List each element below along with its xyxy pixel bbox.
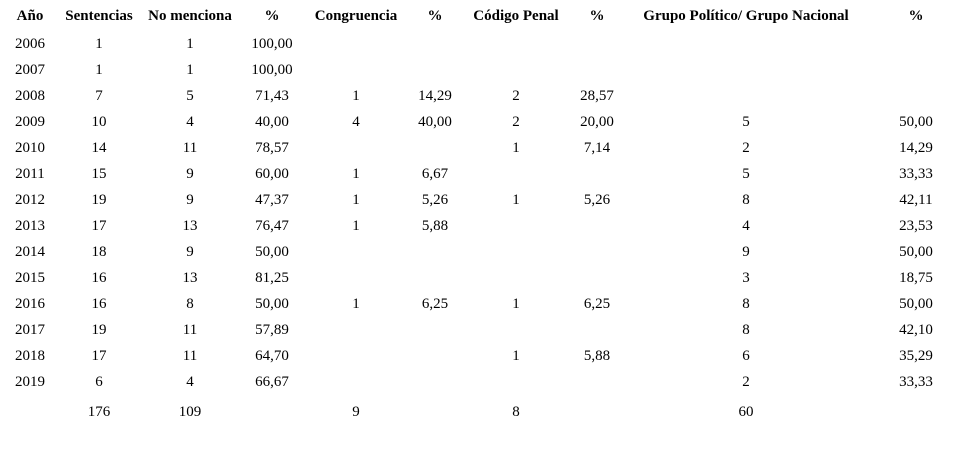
table-row [4, 31, 966, 57]
cell-codigo-penal: 1 [512, 139, 520, 156]
cell-codigo-penal: 1 [512, 295, 520, 312]
cell-grupo [626, 83, 866, 109]
cell-percent-no-menciona: 60,00 [255, 165, 289, 182]
table-body [4, 31, 966, 425]
cell-anio: 2018 [15, 347, 45, 364]
cell-percent-grupo [866, 57, 966, 83]
cell-congruencia [306, 343, 406, 369]
column-header-grupo-politico-nacional: Grupo Político/ Grupo Nacional [643, 8, 849, 24]
cell-percent-congruencia [406, 31, 464, 57]
cell-anio: 2016 [15, 295, 45, 312]
cell-percent-codigo-penal: 5,26 [583, 191, 611, 208]
cell-sentencias: 7 [95, 87, 103, 104]
cell-no-menciona: 9 [186, 191, 194, 208]
cell-no-menciona: 9 [186, 243, 194, 260]
cell-grupo: 8 [742, 321, 750, 338]
cell-congruencia: 4 [352, 113, 360, 130]
cell-percent-grupo: 50,00 [899, 243, 933, 260]
cell-totals-congruencia: 9 [352, 403, 360, 420]
table-totals-row [4, 395, 966, 425]
cell-no-menciona: 5 [186, 87, 194, 104]
cell-sentencias: 18 [91, 243, 107, 260]
cell-percent-no-menciona: 78,57 [255, 139, 289, 156]
cell-anio: 2007 [15, 61, 45, 78]
table-header [4, 6, 966, 31]
table-row [4, 317, 966, 343]
cell-sentencias: 17 [91, 217, 107, 234]
cell-sentencias: 1 [95, 35, 103, 52]
cell-percent-no-menciona: 50,00 [255, 243, 289, 260]
cell-percent-congruencia [406, 317, 464, 343]
table-row [4, 239, 966, 265]
cell-percent-grupo: 42,11 [899, 191, 933, 208]
table-row [4, 213, 966, 239]
statistics-table [4, 6, 966, 425]
table-row [4, 343, 966, 369]
cell-anio: 2008 [15, 87, 45, 104]
column-header-percent-codigo-penal: % [589, 8, 605, 24]
cell-grupo: 9 [742, 243, 750, 260]
cell-totals-sentencias: 176 [87, 403, 111, 420]
document-page [0, 6, 933, 465]
cell-percent-congruencia: 5,26 [421, 191, 449, 208]
cell-percent-grupo: 18,75 [899, 269, 933, 286]
cell-grupo: 8 [742, 295, 750, 312]
cell-sentencias: 16 [91, 269, 107, 286]
cell-codigo-penal [464, 57, 568, 83]
cell-anio: 2019 [15, 373, 45, 390]
cell-codigo-penal [464, 213, 568, 239]
cell-percent-congruencia [406, 265, 464, 291]
cell-percent-codigo-penal [568, 317, 626, 343]
cell-congruencia: 1 [352, 217, 360, 234]
cell-congruencia [306, 135, 406, 161]
cell-no-menciona: 11 [182, 139, 198, 156]
cell-percent-codigo-penal [568, 369, 626, 395]
cell-percent-codigo-penal: 7,14 [583, 139, 611, 156]
cell-sentencias: 19 [91, 191, 107, 208]
cell-anio: 2015 [15, 269, 45, 286]
cell-codigo-penal: 2 [512, 113, 520, 130]
cell-percent-no-menciona: 57,89 [255, 321, 289, 338]
cell-percent-codigo-penal: 6,25 [583, 295, 611, 312]
column-header-codigo-penal: Código Penal [473, 8, 559, 24]
cell-sentencias: 1 [95, 61, 103, 78]
cell-codigo-penal: 2 [512, 87, 520, 104]
cell-grupo: 5 [742, 113, 750, 130]
table-row [4, 135, 966, 161]
cell-codigo-penal [464, 31, 568, 57]
cell-no-menciona: 1 [186, 61, 194, 78]
cell-sentencias: 6 [95, 373, 103, 390]
cell-grupo [626, 57, 866, 83]
cell-percent-grupo [866, 31, 966, 57]
cell-congruencia: 1 [352, 165, 360, 182]
cell-percent-grupo: 23,53 [899, 217, 933, 234]
cell-anio: 2012 [15, 191, 45, 208]
cell-percent-codigo-penal [568, 161, 626, 187]
cell-codigo-penal: 1 [512, 347, 520, 364]
cell-codigo-penal: 1 [512, 191, 520, 208]
cell-congruencia: 1 [352, 295, 360, 312]
cell-no-menciona: 9 [186, 165, 194, 182]
cell-totals-percent-no-menciona [238, 395, 306, 425]
cell-percent-codigo-penal: 5,88 [583, 347, 611, 364]
table-row [4, 265, 966, 291]
cell-percent-grupo: 14,29 [899, 139, 933, 156]
table-header-row [4, 6, 966, 31]
cell-sentencias: 10 [91, 113, 107, 130]
cell-percent-grupo [866, 83, 966, 109]
cell-percent-grupo: 42,10 [899, 321, 933, 338]
cell-totals-codigo-penal: 8 [512, 403, 520, 420]
cell-percent-grupo: 33,33 [899, 165, 933, 182]
column-header-congruencia: Congruencia [314, 8, 398, 24]
cell-sentencias: 14 [91, 139, 107, 156]
cell-percent-codigo-penal [568, 57, 626, 83]
cell-percent-no-menciona: 76,47 [255, 217, 289, 234]
cell-percent-no-menciona: 47,37 [255, 191, 289, 208]
table-row [4, 109, 966, 135]
cell-grupo: 2 [742, 373, 750, 390]
cell-percent-grupo: 35,29 [899, 347, 933, 364]
cell-no-menciona: 1 [186, 35, 194, 52]
cell-sentencias: 15 [91, 165, 107, 182]
cell-totals-no-menciona: 109 [178, 403, 202, 420]
cell-percent-congruencia: 40,00 [418, 113, 452, 130]
cell-anio: 2017 [15, 321, 45, 338]
cell-totals-grupo: 60 [738, 403, 754, 420]
cell-percent-congruencia [406, 57, 464, 83]
cell-no-menciona: 11 [182, 347, 198, 364]
cell-percent-congruencia [406, 135, 464, 161]
cell-anio: 2006 [15, 35, 45, 52]
cell-percent-codigo-penal: 28,57 [580, 87, 614, 104]
column-header-no-menciona: No menciona [148, 8, 232, 24]
cell-grupo: 6 [742, 347, 750, 364]
cell-percent-no-menciona: 50,00 [255, 295, 289, 312]
cell-congruencia [306, 239, 406, 265]
cell-percent-no-menciona: 40,00 [255, 113, 289, 130]
cell-percent-congruencia [406, 343, 464, 369]
cell-congruencia [306, 265, 406, 291]
table-row [4, 161, 966, 187]
cell-codigo-penal [464, 317, 568, 343]
cell-anio: 2009 [15, 113, 45, 130]
column-header-percent-no-menciona: % [264, 8, 280, 24]
cell-congruencia: 1 [352, 191, 360, 208]
column-header-anio: Año [16, 8, 44, 24]
column-header-percent-congruencia: % [427, 8, 443, 24]
cell-percent-congruencia [406, 239, 464, 265]
cell-sentencias: 19 [91, 321, 107, 338]
cell-percent-congruencia [406, 369, 464, 395]
cell-no-menciona: 13 [182, 217, 198, 234]
cell-percent-codigo-penal [568, 213, 626, 239]
cell-congruencia: 1 [352, 87, 360, 104]
cell-congruencia [306, 57, 406, 83]
cell-no-menciona: 4 [186, 373, 194, 390]
cell-percent-congruencia: 6,25 [421, 295, 449, 312]
cell-totals-anio [4, 395, 56, 425]
table-row [4, 57, 966, 83]
cell-percent-congruencia: 6,67 [421, 165, 449, 182]
cell-percent-congruencia: 5,88 [421, 217, 449, 234]
cell-anio: 2013 [15, 217, 45, 234]
cell-sentencias: 16 [91, 295, 107, 312]
cell-grupo [626, 31, 866, 57]
cell-percent-no-menciona: 66,67 [255, 373, 289, 390]
table-row [4, 291, 966, 317]
cell-congruencia [306, 369, 406, 395]
cell-anio: 2014 [15, 243, 45, 260]
cell-congruencia [306, 31, 406, 57]
cell-grupo: 5 [742, 165, 750, 182]
cell-codigo-penal [464, 239, 568, 265]
cell-percent-no-menciona: 100,00 [251, 61, 293, 78]
column-header-sentencias: Sentencias [65, 8, 133, 24]
cell-no-menciona: 11 [182, 321, 198, 338]
cell-percent-no-menciona: 71,43 [255, 87, 289, 104]
cell-congruencia [306, 317, 406, 343]
cell-percent-codigo-penal [568, 239, 626, 265]
cell-grupo: 4 [742, 217, 750, 234]
cell-totals-percent-codigo-penal [568, 395, 626, 425]
cell-no-menciona: 4 [186, 113, 194, 130]
cell-anio: 2011 [15, 165, 45, 182]
cell-codigo-penal [464, 161, 568, 187]
cell-codigo-penal [464, 265, 568, 291]
cell-anio: 2010 [15, 139, 45, 156]
cell-no-menciona: 13 [182, 269, 198, 286]
cell-grupo: 3 [742, 269, 750, 286]
table-row [4, 187, 966, 213]
cell-grupo: 2 [742, 139, 750, 156]
cell-percent-grupo: 50,00 [899, 295, 933, 312]
cell-no-menciona: 8 [186, 295, 194, 312]
cell-percent-no-menciona: 64,70 [255, 347, 289, 364]
table-row [4, 83, 966, 109]
cell-codigo-penal [464, 369, 568, 395]
cell-percent-congruencia: 14,29 [418, 87, 452, 104]
cell-percent-codigo-penal [568, 265, 626, 291]
cell-percent-no-menciona: 81,25 [255, 269, 289, 286]
cell-sentencias: 17 [91, 347, 107, 364]
cell-totals-percent-congruencia [406, 395, 464, 425]
cell-totals-percent-grupo [866, 395, 966, 425]
table-row [4, 369, 966, 395]
cell-percent-grupo: 50,00 [899, 113, 933, 130]
column-header-percent-grupo: % [908, 8, 924, 24]
cell-percent-no-menciona: 100,00 [251, 35, 293, 52]
cell-grupo: 8 [742, 191, 750, 208]
cell-percent-codigo-penal [568, 31, 626, 57]
cell-percent-grupo: 33,33 [899, 373, 933, 390]
cell-percent-codigo-penal: 20,00 [580, 113, 614, 130]
